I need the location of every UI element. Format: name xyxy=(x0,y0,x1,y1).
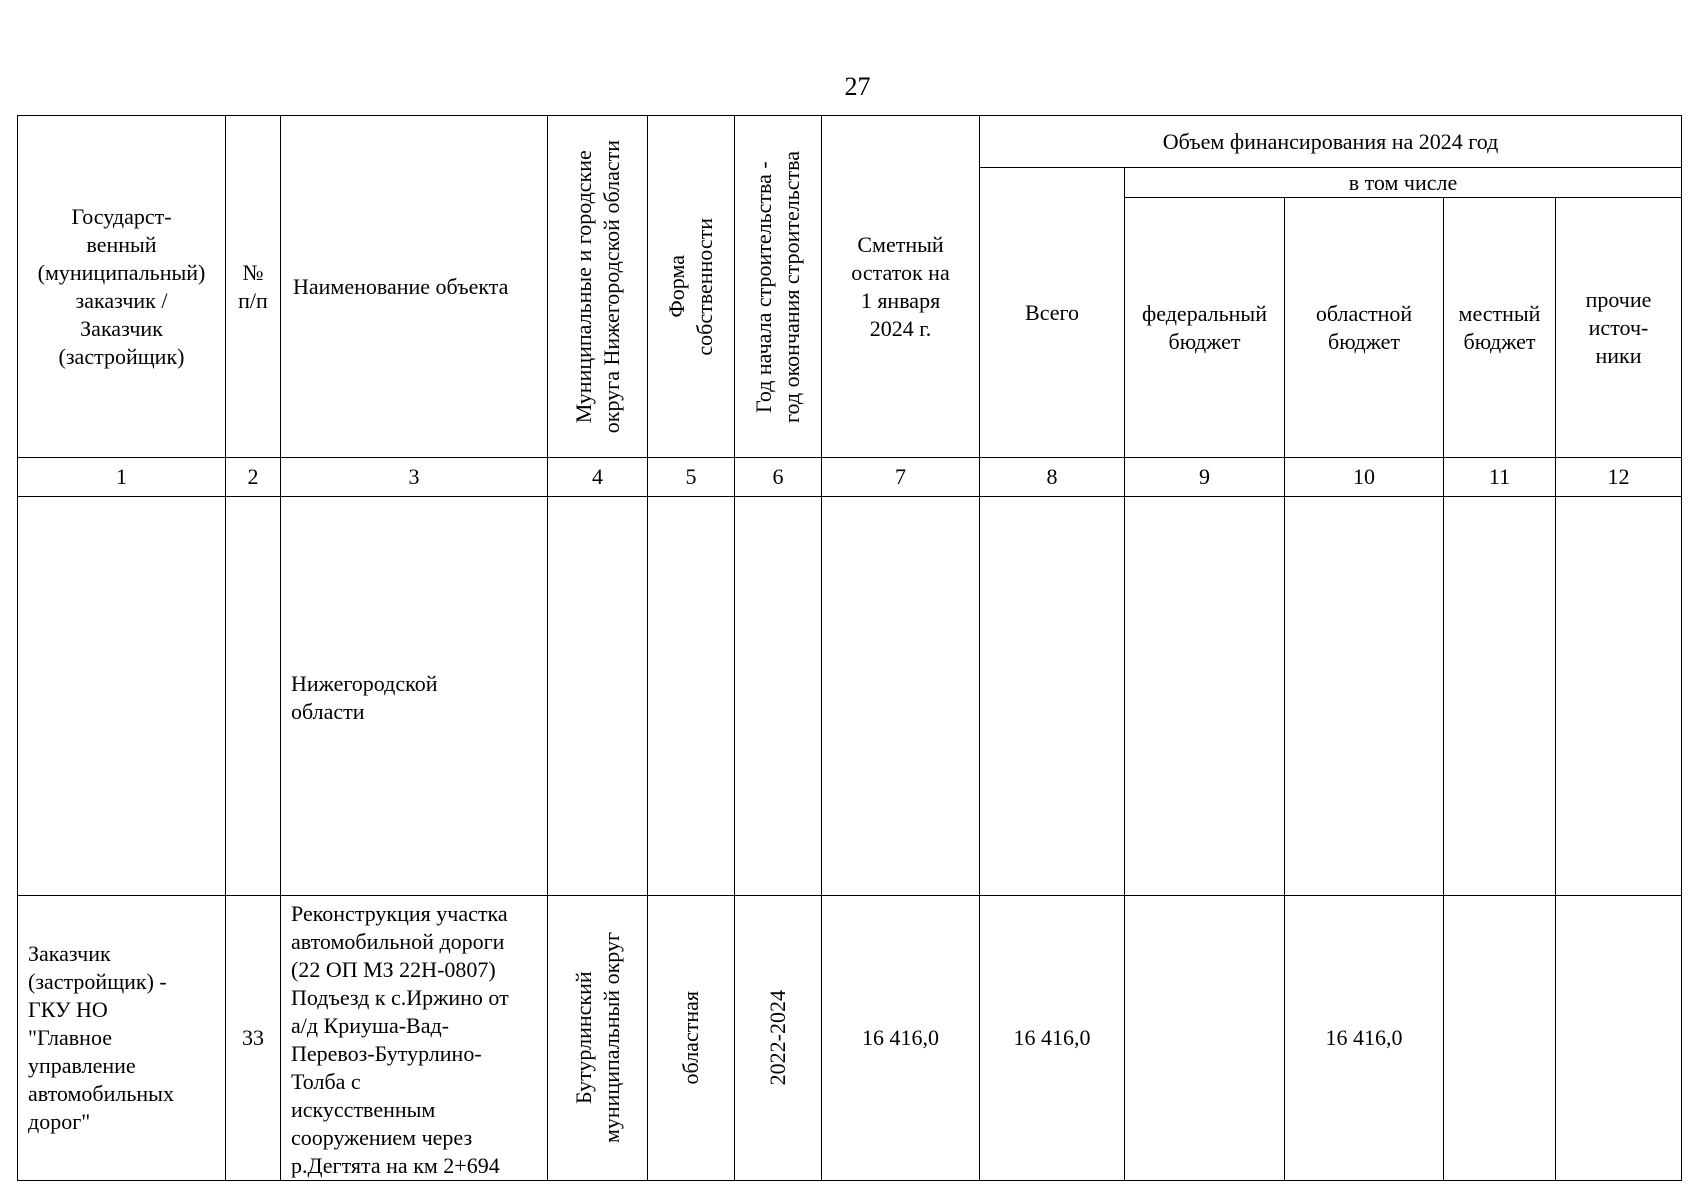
header-federal: федеральный бюджет xyxy=(1125,198,1285,458)
header-local: местный бюджет xyxy=(1444,198,1556,458)
header-including-group: в том числе xyxy=(1125,168,1682,198)
other-cell xyxy=(1556,896,1682,1181)
empty-cell xyxy=(1444,497,1556,896)
column-number: 9 xyxy=(1125,458,1285,497)
empty-cell xyxy=(822,497,980,896)
header-municipality: Муниципальные и городские округа Нижегородской области xyxy=(548,116,648,458)
header-row-1 xyxy=(18,116,1682,168)
header-customer: Государст- венный (муниципальный) заказчик / Заказчик (застройщик) xyxy=(18,116,226,458)
municipality-cell: Бутурлинский муниципальный округ xyxy=(548,896,648,1181)
column-number: 10 xyxy=(1285,458,1444,497)
estimated-balance-cell: 16 416,0 xyxy=(822,896,980,1181)
column-number: 1 xyxy=(18,458,226,497)
header-ownership: Форма собственности xyxy=(648,116,735,458)
column-number: 3 xyxy=(281,458,548,497)
empty-cell xyxy=(1556,497,1682,896)
page-number: 27 xyxy=(844,72,871,101)
ownership-cell: областная xyxy=(648,896,735,1181)
header-object-name: Наименование объекта xyxy=(281,116,548,458)
header-total: Всего xyxy=(980,168,1125,458)
number-cell: 33 xyxy=(226,896,281,1181)
column-number: 5 xyxy=(648,458,735,497)
column-number: 11 xyxy=(1444,458,1556,497)
empty-cell xyxy=(648,497,735,896)
empty-cell xyxy=(980,497,1125,896)
column-number: 7 xyxy=(822,458,980,497)
table-row xyxy=(18,896,1682,1181)
header-years: Год начала строительства - год окончания строительства xyxy=(735,116,822,458)
column-number: 8 xyxy=(980,458,1125,497)
header-financing-group: Объем финансирования на 2024 год xyxy=(980,116,1682,168)
object-name-cell: Реконструкция участка автомобильной дороги (22 ОП МЗ 22Н-0807) Подъезд к с.Иржино от а/д Криуша-Вад- Перевоз-Бутурлино- Толба с искусственным сооружением через р.Дегтята на км 2+694 xyxy=(281,896,548,1181)
empty-cell xyxy=(226,497,281,896)
federal-cell xyxy=(1125,896,1285,1181)
empty-cell xyxy=(1125,497,1285,896)
header-number: № п/п xyxy=(226,116,281,458)
empty-cell xyxy=(1285,497,1444,896)
column-number: 2 xyxy=(226,458,281,497)
empty-cell xyxy=(548,497,648,896)
empty-cell xyxy=(735,497,822,896)
header-regional: областной бюджет xyxy=(1285,198,1444,458)
regional-cell: 16 416,0 xyxy=(1285,896,1444,1181)
continuation-object-name: Нижегородской области xyxy=(281,497,548,896)
local-cell xyxy=(1444,896,1556,1181)
header-estimated-balance: Сметный остаток на 1 января 2024 г. xyxy=(822,116,980,458)
column-number-row xyxy=(18,458,1682,497)
empty-cell xyxy=(18,497,226,896)
column-number: 12 xyxy=(1556,458,1682,497)
financing-table xyxy=(17,115,1682,1181)
years-cell: 2022-2024 xyxy=(735,896,822,1181)
column-number: 4 xyxy=(548,458,648,497)
total-cell: 16 416,0 xyxy=(980,896,1125,1181)
column-number: 6 xyxy=(735,458,822,497)
continuation-row xyxy=(18,497,1682,896)
customer-cell: Заказчик (застройщик) - ГКУ НО "Главное управление автомобильных дорог" xyxy=(18,896,226,1181)
header-other: прочие источ- ники xyxy=(1556,198,1682,458)
